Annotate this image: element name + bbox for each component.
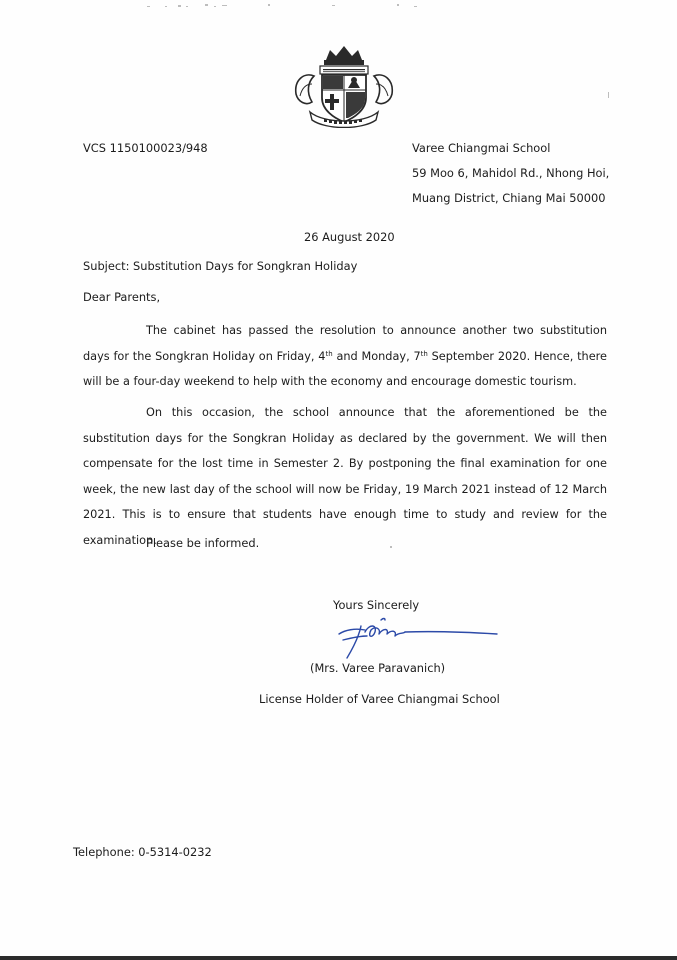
letter-date: 26 August 2020 [304, 230, 395, 244]
school-crest-icon [290, 42, 398, 128]
scan-bottom-edge [0, 956, 677, 960]
signatory-name: (Mrs. Varee Paravanich) [310, 661, 446, 675]
signatory-title: License Holder of Varee Chiangmai School [259, 692, 500, 706]
sender-name: Varee Chiangmai School [412, 141, 551, 155]
ordinal-suffix-2: th [420, 349, 428, 358]
letter-subject: Subject: Substitution Days for Songkran Holiday [83, 259, 358, 273]
salutation: Dear Parents, [83, 290, 161, 304]
sender-address-line2: Muang District, Chiang Mai 50000 [412, 191, 606, 205]
body-paragraph-2: On this occasion, the school announce that the aforementioned be the substitution days for the Songkran Holiday as declared by the government. We will then compensate for the lost time in Semester 2. By postponing the final examination for one week, the new last day of the school will now be Friday, 19 March 2021 instead of 12 March 2021. This is to ensure that students have enough time to study and review for the examination. [83, 406, 607, 547]
sender-address-line1: 59 Moo 6, Mahidol Rd., Nhong Hoi, [412, 166, 610, 180]
closing-note: Please be informed. [146, 536, 260, 550]
telephone-number: Telephone: 0-5314-0232 [73, 845, 212, 859]
ordinal-suffix-1: th [325, 349, 333, 358]
reference-number: VCS 1150100023/948 [83, 141, 208, 155]
paragraph-1-text-c: September 2020. Hence, there will be a four-day weekend to help with the economy and encourage domestic tourism. [83, 349, 608, 388]
paragraph-1-text-a: The cabinet has passed the resolution to announce another two substitution days for the Songkran Holiday on Friday, 4 [83, 324, 607, 363]
handwritten-signature [325, 612, 505, 668]
body-paragraph-1 [83, 318, 607, 395]
paragraph-1-text-b: and Monday, 7 [332, 349, 421, 363]
sign-off: Yours Sincerely [333, 598, 420, 612]
